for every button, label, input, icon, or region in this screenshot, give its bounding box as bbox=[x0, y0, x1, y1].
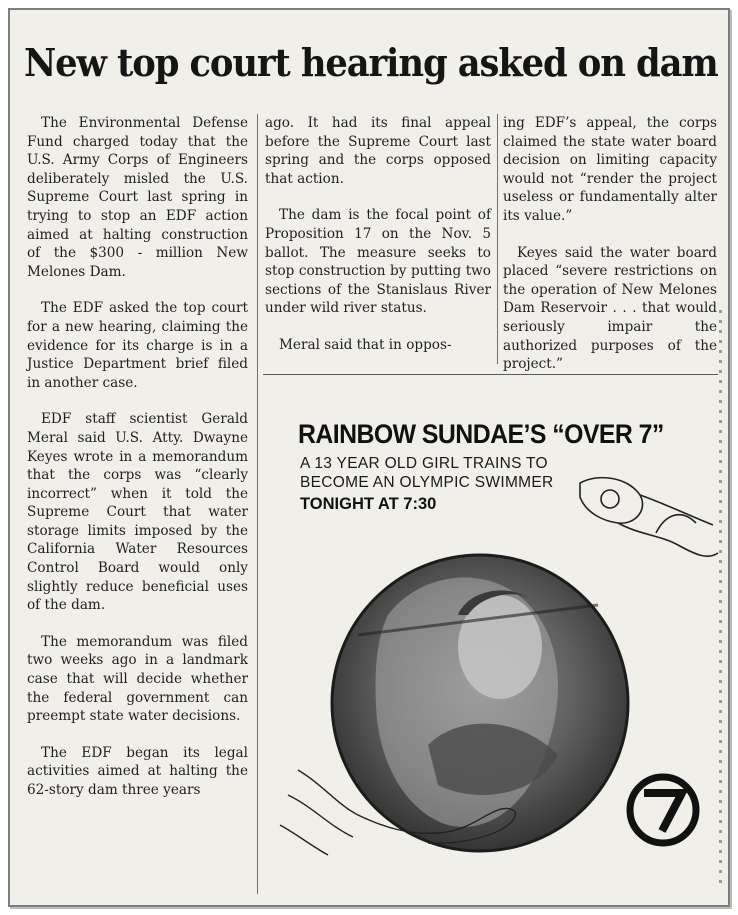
ad-subtitle-line1: A 13 YEAR OLD GIRL TRAINS TO bbox=[300, 455, 548, 472]
column-rule bbox=[257, 114, 258, 894]
ad-subtitle-line2: BECOME AN OLYMPIC SWIMMER bbox=[300, 474, 554, 491]
tv-advertisement bbox=[268, 385, 720, 900]
paragraph: Keyes said the water board placed “severe restrictions on the operation of New Melones Dam Reservoir . . . that would seriously impair the authorized purposes of the project.” bbox=[503, 244, 717, 373]
ad-showtime: TONIGHT AT 7:30 bbox=[300, 495, 437, 513]
paragraph: ing EDF’s appeal, the corps claimed the state water board decision on limiting capacity would not “render the project useless or fundamentally alter its value.” bbox=[503, 115, 717, 224]
channel-7-logo-icon bbox=[630, 777, 696, 843]
paragraph: The Environmental Defense Fund charged today that the U.S. Army Corps of Engineers deliberately misled the U.S. Supreme Court last spring in trying to stop an EDF action aimed at halting construction of the $300 - million New Melones Dam. bbox=[27, 115, 248, 280]
paragraph: EDF staff scientist Gerald Meral said U.S. Atty. Dwayne Keyes wrote in a memorandum that the corps was “clearly incorrect” when it told the Supreme Court that water storage limits imposed by the California Water Resources Control Board would only slightly reduce beneficial uses of the dam. bbox=[27, 411, 248, 614]
ad-divider bbox=[263, 374, 718, 375]
paragraph: Meral said that in oppos- bbox=[279, 336, 452, 353]
headline: New top court hearing asked on dam bbox=[24, 40, 718, 85]
paragraph: The memorandum was filed two weeks ago in a landmark case that will decide whether the federal government can preempt state water decisions. bbox=[27, 633, 248, 725]
newspaper-clipping bbox=[8, 8, 730, 907]
paragraph: The EDF began its legal activities aimed at halting the 62-story dam three years bbox=[27, 744, 248, 798]
article-column-1 bbox=[27, 114, 248, 800]
ad-title: RAINBOW SUNDAE’S “OVER 7” bbox=[298, 419, 664, 449]
paragraph: ago. It had its final appeal before the Supreme Court last spring and the corps opposed that action. bbox=[265, 115, 491, 187]
article-column-3 bbox=[503, 114, 717, 374]
paragraph: The EDF asked the top court for a new hearing, claiming the evidence for its charge is in a Justice Department brief filed in another case. bbox=[27, 300, 248, 391]
swimmer-photo-icon bbox=[332, 555, 628, 851]
paragraph: The dam is the focal point of Proposition 17 on the Nov. 5 ballot. The measure seeks to stop construction by putting two sections of the Stanislaus River under wild river status. bbox=[265, 207, 491, 317]
column-rule bbox=[497, 114, 498, 364]
drawn-hand-icon bbox=[580, 478, 718, 557]
article-column-2 bbox=[265, 114, 491, 355]
